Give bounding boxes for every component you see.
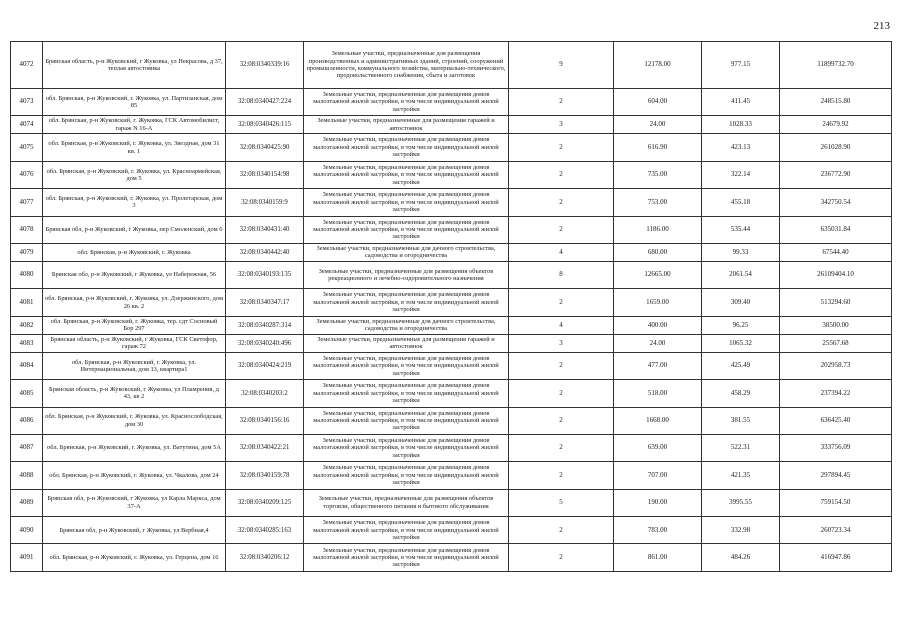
- row-land-use: Земельные участки, предназначенные для размещения домов малоэтажной жилой застройки, в том числе индивидуальной жилой застройки: [304, 462, 509, 489]
- row-address: обл. Брянская, р-н Жуковский, г. Жуковка, ул. Ватутина, дом 5А: [43, 434, 226, 461]
- row-area: 735.00: [614, 161, 702, 188]
- table-row: [11, 134, 892, 161]
- row-area: 639.00: [614, 434, 702, 461]
- row-group: 2: [509, 544, 614, 571]
- row-cadastral-value: 261028.90: [780, 134, 892, 161]
- row-area: 707.00: [614, 462, 702, 489]
- row-number: 4079: [11, 243, 43, 261]
- row-group: 4: [509, 243, 614, 261]
- row-cadastral-value: 237394.22: [780, 380, 892, 407]
- row-area: 616.90: [614, 134, 702, 161]
- row-group: 2: [509, 89, 614, 116]
- table-row: [11, 89, 892, 116]
- row-address: Брянская область, р-н Жуковский, г Жуковка, ГСК Светофор, гараж 72: [43, 334, 226, 352]
- row-land-use: Земельные участки, предназначенные для размещения домов малоэтажной жилой застройки, в том числе индивидуальной жилой застройки: [304, 434, 509, 461]
- table-row: [11, 289, 892, 316]
- row-cadastral-number: 32:08:0340159:78: [226, 462, 304, 489]
- row-cadastral-value: 236772.90: [780, 161, 892, 188]
- row-group: 2: [509, 462, 614, 489]
- row-group: 2: [509, 434, 614, 461]
- row-address: Брянская обл, р-н Жуковский, г Жуковка, ул Набережная, 56: [43, 261, 226, 288]
- row-cadastral-number: 32:08:0340425:90: [226, 134, 304, 161]
- row-area: 1186.00: [614, 216, 702, 243]
- row-cadastral-value: 342750.54: [780, 189, 892, 216]
- cadastral-value-table: [10, 41, 892, 572]
- row-land-use: Земельные участки, предназначенные для размещения домов малоэтажной жилой застройки, в том числе индивидуальной жилой застройки: [304, 407, 509, 434]
- row-number: 4073: [11, 89, 43, 116]
- table-row: [11, 544, 892, 571]
- row-group: 3: [509, 116, 614, 134]
- row-cadastral-number: 32:08:0340159:9: [226, 189, 304, 216]
- row-specific-value: 1028.33: [702, 116, 780, 134]
- row-land-use: Земельные участки, предназначенные для размещения домов малоэтажной жилой застройки, в том числе индивидуальной жилой застройки: [304, 161, 509, 188]
- row-specific-value: 425.49: [702, 352, 780, 379]
- row-area: 1668.00: [614, 407, 702, 434]
- row-address: Брянская обл, р-н Жуковский, г Жуковка, пер Смоленский, дом 6: [43, 216, 226, 243]
- row-group: 2: [509, 161, 614, 188]
- row-cadastral-number: 32:08:0340347:17: [226, 289, 304, 316]
- row-address: обл. Брянская, р-н Жуковский, г. Жуковка, ул. Красноармейская, дом 5: [43, 161, 226, 188]
- row-cadastral-number: 32:08:0340427:224: [226, 89, 304, 116]
- table-row: [11, 352, 892, 379]
- row-cadastral-value: 38500.00: [780, 316, 892, 334]
- row-land-use: Земельные участки, предназначенные для размещения домов малоэтажной жилой застройки, в том числе индивидуальной жилой застройки: [304, 189, 509, 216]
- row-number: 4085: [11, 380, 43, 407]
- row-cadastral-number: 32:08:0340154:98: [226, 161, 304, 188]
- row-land-use: Земельные участки, предназначенные для размещения домов малоэтажной жилой застройки, в том числе индивидуальной жилой застройки: [304, 216, 509, 243]
- table-row: [11, 334, 892, 352]
- row-address: Брянская обл, р-н Жуковский, г Жуковка, ул Карла Маркса, дом 37-А: [43, 489, 226, 516]
- row-area: 400.00: [614, 316, 702, 334]
- table-row: [11, 42, 892, 89]
- row-area: 680.00: [614, 243, 702, 261]
- row-specific-value: 522.31: [702, 434, 780, 461]
- row-address: обл. Брянская, р-н Жуковский, г. Жуковка, ул. Звездная, дом 31 кв. 1: [43, 134, 226, 161]
- row-number: 4089: [11, 489, 43, 516]
- row-specific-value: 1065.32: [702, 334, 780, 352]
- row-cadastral-value: 260723.34: [780, 517, 892, 544]
- row-cadastral-number: 32:08:0340424:219: [226, 352, 304, 379]
- row-cadastral-value: 25567.68: [780, 334, 892, 352]
- row-cadastral-value: 759154.50: [780, 489, 892, 516]
- row-cadastral-number: 32:08:0340442:40: [226, 243, 304, 261]
- row-number: 4082: [11, 316, 43, 334]
- row-number: 4072: [11, 42, 43, 89]
- row-area: 518.00: [614, 380, 702, 407]
- row-cadastral-number: 32:08:0340422:21: [226, 434, 304, 461]
- row-land-use: Земельные участки, предназначенные для размещения гаражей и автостоянок: [304, 334, 509, 352]
- row-specific-value: 99.33: [702, 243, 780, 261]
- table-row: [11, 517, 892, 544]
- row-land-use: Земельные участки, предназначенные для размещения гаражей и автостоянок: [304, 116, 509, 134]
- row-specific-value: 3995.55: [702, 489, 780, 516]
- page-number: 213: [873, 20, 890, 32]
- row-number: 4074: [11, 116, 43, 134]
- row-group: 2: [509, 134, 614, 161]
- row-land-use: Земельные участки, предназначенные для размещения домов малоэтажной жилой застройки, в том числе индивидуальной жилой застройки: [304, 544, 509, 571]
- row-group: 8: [509, 261, 614, 288]
- row-specific-value: 535.44: [702, 216, 780, 243]
- row-address: Брянская обл, р-н Жуковский, г Жуковка, ул Вербная,4: [43, 517, 226, 544]
- row-cadastral-number: 32:08:0340339:16: [226, 42, 304, 89]
- row-cadastral-value: 67544.40: [780, 243, 892, 261]
- row-area: 12665.00: [614, 261, 702, 288]
- row-address: Брянская область, р-н Жуковский, г Жуковка, ул Некрасова, д 37, теплая автостоянка: [43, 42, 226, 89]
- row-number: 4075: [11, 134, 43, 161]
- row-group: 2: [509, 216, 614, 243]
- row-cadastral-value: 333756.09: [780, 434, 892, 461]
- row-group: 2: [509, 407, 614, 434]
- table-row: [11, 434, 892, 461]
- row-cadastral-value: 635031.84: [780, 216, 892, 243]
- row-address: обл. Брянская, р-н Жуковский, г. Жуковка, тер. сдт Сосновый Бор 297: [43, 316, 226, 334]
- row-cadastral-value: 26109404.10: [780, 261, 892, 288]
- row-land-use: Земельные участки, предназначенные для размещения объектов торговли, общественного питания и бытового обслуживания: [304, 489, 509, 516]
- row-address: обл. Брянская, р-н Жуковский, г. Жуковка, ул. Интернациональная, дом 13, квартира1: [43, 352, 226, 379]
- row-specific-value: 977.15: [702, 42, 780, 89]
- row-area: 190.00: [614, 489, 702, 516]
- row-cadastral-value: 248515.80: [780, 89, 892, 116]
- row-group: 2: [509, 189, 614, 216]
- row-cadastral-number: 32:08:0340203:2: [226, 380, 304, 407]
- row-number: 4080: [11, 261, 43, 288]
- row-area: 24.00: [614, 334, 702, 352]
- row-number: 4088: [11, 462, 43, 489]
- row-number: 4086: [11, 407, 43, 434]
- table-row: [11, 261, 892, 288]
- table-row: [11, 216, 892, 243]
- row-cadastral-number: 32:08:0340240:496: [226, 334, 304, 352]
- row-cadastral-value: 297894.45: [780, 462, 892, 489]
- row-group: 2: [509, 352, 614, 379]
- table-row: [11, 189, 892, 216]
- row-cadastral-number: 32:08:0340209:125: [226, 489, 304, 516]
- row-number: 4077: [11, 189, 43, 216]
- row-number: 4084: [11, 352, 43, 379]
- row-cadastral-value: 202958.73: [780, 352, 892, 379]
- row-number: 4090: [11, 517, 43, 544]
- row-specific-value: 96.25: [702, 316, 780, 334]
- table-row: [11, 316, 892, 334]
- row-number: 4078: [11, 216, 43, 243]
- row-land-use: Земельные участки, предназначенные для размещения домов малоэтажной жилой застройки, в том числе индивидуальной жилой застройки: [304, 89, 509, 116]
- row-area: 861.00: [614, 544, 702, 571]
- row-land-use: Земельные участки, предназначенные для дачного строительства, садоводства и огородничества: [304, 243, 509, 261]
- row-cadastral-value: 24679.92: [780, 116, 892, 134]
- row-group: 2: [509, 380, 614, 407]
- row-cadastral-number: 32:08:0340426:115: [226, 116, 304, 134]
- row-specific-value: 484.26: [702, 544, 780, 571]
- row-land-use: Земельные участки, предназначенные для размещения домов малоэтажной жилой застройки, в том числе индивидуальной жилой застройки: [304, 289, 509, 316]
- row-area: 12178.00: [614, 42, 702, 89]
- row-group: 2: [509, 289, 614, 316]
- row-specific-value: 309.40: [702, 289, 780, 316]
- table-body: [11, 42, 892, 572]
- row-cadastral-number: 32:08:0340156:16: [226, 407, 304, 434]
- row-specific-value: 423.13: [702, 134, 780, 161]
- row-area: 753.00: [614, 189, 702, 216]
- row-address: обл. Брянская, р-н Жуковский, г. Жуковка, ул. Дзержинского, дом 26 кв. 2: [43, 289, 226, 316]
- table-row: [11, 489, 892, 516]
- row-land-use: Земельные участки, предназначенные для дачного строительства, садоводства и огородничества: [304, 316, 509, 334]
- row-land-use: Земельные участки, предназначенные для размещения производственных и административных зданий, строений, сооружений промышленности, коммунального хозяйства, материально-технического, продовольственного снабжения, сбыта и заготовок: [304, 42, 509, 89]
- row-address: обл. Брянская, р-н Жуковский, г. Жуковка, ГСК Автомобилист, гараж N 16-А: [43, 116, 226, 134]
- row-area: 783.00: [614, 517, 702, 544]
- row-cadastral-number: 32:08:0340193:135: [226, 261, 304, 288]
- row-group: 5: [509, 489, 614, 516]
- row-cadastral-value: 636425.40: [780, 407, 892, 434]
- row-cadastral-number: 32:08:0340206:12: [226, 544, 304, 571]
- row-address: обл. Брянская, р-н Жуковский, г. Жуковка, ул. Чкалова, дом 24: [43, 462, 226, 489]
- row-land-use: Земельные участки, предназначенные для размещения домов малоэтажной жилой застройки, в том числе индивидуальной жилой застройки: [304, 134, 509, 161]
- row-number: 4083: [11, 334, 43, 352]
- table-row: [11, 407, 892, 434]
- row-specific-value: 421.35: [702, 462, 780, 489]
- row-specific-value: 458.29: [702, 380, 780, 407]
- row-land-use: Земельные участки, предназначенные для размещения домов малоэтажной жилой застройки, в том числе индивидуальной жилой застройки: [304, 517, 509, 544]
- row-specific-value: 332.98: [702, 517, 780, 544]
- table-row: [11, 380, 892, 407]
- row-area: 1659.00: [614, 289, 702, 316]
- table-row: [11, 161, 892, 188]
- row-group: 3: [509, 334, 614, 352]
- row-specific-value: 2061.54: [702, 261, 780, 288]
- row-number: 4091: [11, 544, 43, 571]
- row-land-use: Земельные участки, предназначенные для размещения объектов рекреационного и лечебно-оздоровительного назначения: [304, 261, 509, 288]
- row-cadastral-value: 513294.60: [780, 289, 892, 316]
- row-address: обл. Брянская, р-н Жуковский, г. Жуковка, ул. Пролетарская, дом 3: [43, 189, 226, 216]
- row-land-use: Земельные участки, предназначенные для размещения домов малоэтажной жилой застройки, в том числе индивидуальной жилой застройки: [304, 352, 509, 379]
- row-address: обл. Брянская, р-н Жуковский, г. Жуковка, ул. Партизанская, дом 85: [43, 89, 226, 116]
- row-cadastral-number: 32:08:0340287:314: [226, 316, 304, 334]
- row-address: обл. Брянская, р-н Жуковский, г. Жуковка, ул. Герцена, дом 16: [43, 544, 226, 571]
- table-row: [11, 243, 892, 261]
- row-cadastral-value: 11899732.70: [780, 42, 892, 89]
- table-row: [11, 462, 892, 489]
- row-area: 24.00: [614, 116, 702, 134]
- row-cadastral-number: 32:08:0340431:40: [226, 216, 304, 243]
- row-area: 604.00: [614, 89, 702, 116]
- row-address: обл. Брянская, р-н Жуковский, г. Жуковка: [43, 243, 226, 261]
- row-cadastral-number: 32:08:0340285:163: [226, 517, 304, 544]
- row-address: обл. Брянская, р-н Жуковский, г. Жуковка, ул. Краснослободская, дом 30: [43, 407, 226, 434]
- row-specific-value: 381.55: [702, 407, 780, 434]
- row-cadastral-value: 416947.86: [780, 544, 892, 571]
- row-group: 9: [509, 42, 614, 89]
- row-specific-value: 411.45: [702, 89, 780, 116]
- row-area: 477.00: [614, 352, 702, 379]
- row-group: 2: [509, 517, 614, 544]
- row-group: 4: [509, 316, 614, 334]
- row-address: Брянская область, р-н Жуковский, г Жуковка, ул Пламрения, д 43, кв 2: [43, 380, 226, 407]
- row-number: 4087: [11, 434, 43, 461]
- row-number: 4076: [11, 161, 43, 188]
- row-land-use: Земельные участки, предназначенные для размещения домов малоэтажной жилой застройки, в том числе индивидуальной жилой застройки: [304, 380, 509, 407]
- row-number: 4081: [11, 289, 43, 316]
- row-specific-value: 455.18: [702, 189, 780, 216]
- table-row: [11, 116, 892, 134]
- row-specific-value: 322.14: [702, 161, 780, 188]
